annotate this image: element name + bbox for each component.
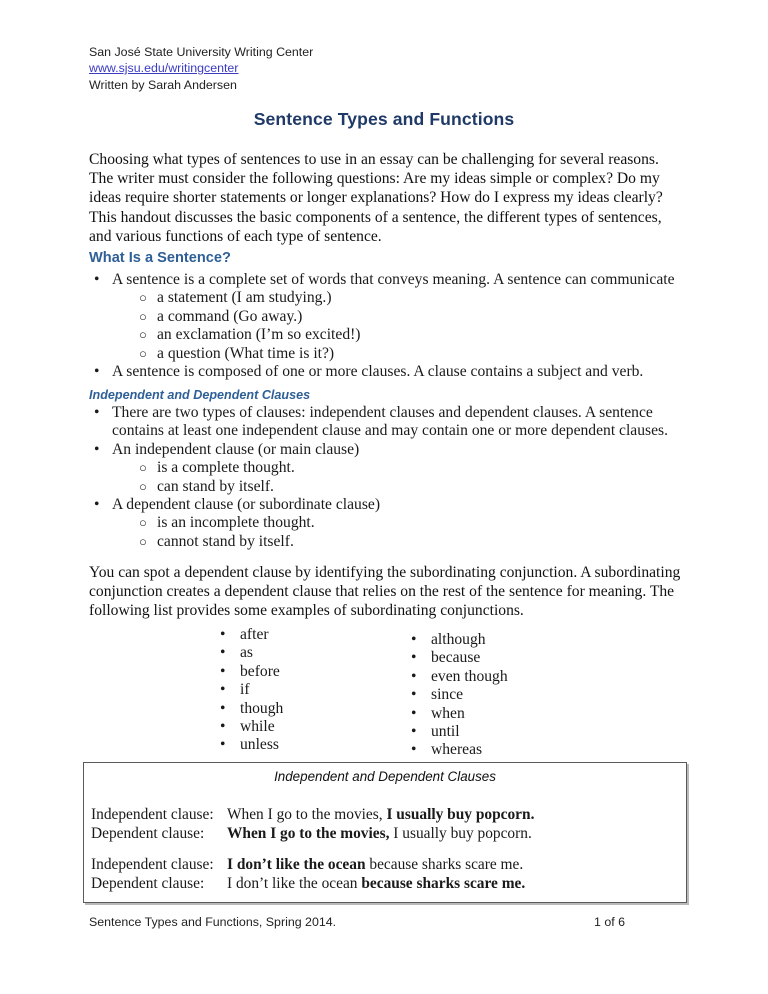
clause-sub-bullet — [89, 478, 681, 496]
bullet-text: There are two types of clauses: independent clauses and dependent clauses. A sentence contains at least one independent clause and may contain one or more dependent clauses. — [112, 404, 668, 440]
bullet-marker-icon: • — [220, 644, 226, 662]
conjunction-word: after — [240, 626, 269, 643]
sub-bullet-text: a question (What time is it?) — [157, 344, 335, 362]
conjunction-item — [405, 649, 605, 667]
bullet-text: A dependent clause (or subordinate clause) — [112, 496, 381, 514]
clause-types-list — [89, 404, 681, 551]
sub-bullet-marker-icon: ○ — [139, 533, 147, 549]
conjunction-item — [405, 686, 605, 704]
example-row-sentence — [227, 806, 534, 823]
example-row — [91, 805, 534, 824]
bullet-marker-icon: • — [220, 681, 226, 699]
sub-bullet-marker-icon: ○ — [139, 515, 147, 531]
bullet-marker-icon: • — [94, 404, 100, 421]
document-header — [89, 44, 313, 93]
conjunction-item — [214, 626, 384, 644]
bullet-marker-icon: • — [411, 686, 417, 704]
conjunction-word: because — [431, 649, 481, 667]
conjunction-word: while — [240, 718, 275, 736]
bullet-marker-icon: • — [220, 626, 226, 643]
conjunction-word: unless — [240, 736, 279, 754]
sentence-bullet — [89, 271, 681, 289]
clause-sub-bullet — [89, 514, 681, 532]
clause-sub-bullet — [89, 533, 681, 551]
sub-bullet-marker-icon: ○ — [139, 345, 147, 361]
section-heading-what-is-a-sentence: What Is a Sentence? — [89, 250, 231, 266]
conjunction-word: before — [240, 662, 280, 680]
document-footer — [89, 915, 681, 929]
conjunction-item — [214, 644, 384, 662]
author-byline: Written by Sarah Andersen — [89, 77, 237, 92]
example-row-label: Dependent clause: — [91, 875, 205, 892]
bullet-text: An independent clause (or main clause) — [112, 440, 360, 458]
conjunction-item — [214, 663, 384, 681]
bullet-marker-icon: • — [411, 723, 417, 741]
example-clause-plain: I don’t like the ocean — [227, 875, 362, 892]
example-clause-plain: When I go to the movies, — [227, 806, 387, 823]
example-clause-highlight: I don’t like the ocean — [227, 856, 366, 873]
bullet-text: A sentence is composed of one or more clauses. A clause contains a subject and verb. — [112, 363, 644, 381]
bullet-marker-icon: • — [411, 741, 417, 759]
sentence-sub-bullet — [89, 289, 681, 307]
clause-bullet — [89, 441, 681, 459]
sub-bullet-marker-icon: ○ — [139, 460, 147, 476]
example-clause-highlight: I usually buy popcorn. — [386, 806, 535, 823]
conjunction-list-left — [214, 626, 384, 755]
clause-sub-bullet — [89, 459, 681, 477]
example-row-label: Independent clause: — [91, 806, 214, 823]
conjunction-word: if — [240, 681, 250, 699]
example-row — [91, 824, 532, 843]
sub-bullet-marker-icon: ○ — [139, 478, 147, 494]
subheading-independent-dependent-clauses: Independent and Dependent Clauses — [89, 388, 311, 402]
sub-bullet-text: is an incomplete thought. — [157, 514, 315, 532]
bullet-text: A sentence is a complete set of words that conveys meaning. A sentence can communicate — [112, 271, 675, 288]
organization-name: San José State University Writing Center — [89, 45, 314, 59]
bullet-marker-icon: • — [220, 736, 226, 754]
bullet-marker-icon: • — [220, 699, 226, 717]
footer-page-number: 1 of 6 — [594, 915, 626, 929]
sub-bullet-marker-icon: ○ — [139, 327, 147, 343]
sub-bullet-text: can stand by itself. — [157, 477, 274, 495]
conjunction-item — [214, 700, 384, 718]
sub-bullet-marker-icon: ○ — [139, 290, 147, 306]
bullet-marker-icon: • — [94, 363, 100, 381]
example-row — [91, 874, 525, 893]
example-box-caption: Independent and Dependent Clauses — [274, 769, 496, 784]
conjunction-list-right — [405, 631, 605, 760]
example-row — [91, 855, 523, 874]
bullet-marker-icon: • — [94, 271, 100, 288]
page-title: Sentence Types and Functions — [253, 109, 515, 129]
example-row-sentence — [227, 875, 525, 892]
bullet-marker-icon: • — [220, 662, 226, 680]
conjunction-word: until — [431, 723, 460, 741]
conjunction-item — [214, 736, 384, 754]
bullet-marker-icon: • — [411, 704, 417, 722]
bullet-marker-icon: • — [94, 496, 100, 514]
sub-bullet-text: an exclamation (I’m so excited!) — [157, 326, 361, 344]
bullet-marker-icon: • — [411, 649, 417, 667]
sub-bullet-text: cannot stand by itself. — [157, 532, 294, 550]
bullet-marker-icon: • — [220, 718, 226, 736]
clause-bullet — [89, 496, 681, 514]
footer-title: Sentence Types and Functions, Spring 2014. — [89, 915, 337, 929]
example-row-sentence — [227, 856, 523, 873]
example-row-label: Independent clause: — [91, 856, 214, 873]
conjunction-word: when — [431, 704, 465, 722]
sub-bullet-marker-icon: ○ — [139, 308, 147, 324]
sentence-sub-bullet — [89, 308, 681, 326]
sentence-bullet — [89, 363, 681, 381]
conjunction-item — [405, 631, 605, 649]
conjunction-word: although — [431, 631, 486, 648]
conjunction-word: since — [431, 686, 464, 704]
conjunction-intro-paragraph: You can spot a dependent clause by identifying the subordinating conjunction. A subordinating conjunction creates a dependent clause that relies on the rest of the sentence for meaning. The following list provides some examples of subordinating conjunctions. — [89, 564, 681, 620]
conjunction-item — [405, 723, 605, 741]
bullet-marker-icon: • — [94, 440, 100, 458]
example-clause-plain: I usually buy popcorn. — [389, 825, 532, 842]
example-row-sentence — [227, 825, 532, 842]
example-clause-highlight: When I go to the movies, — [227, 825, 390, 842]
conjunction-item — [214, 718, 384, 736]
writing-center-link[interactable]: www.sjsu.edu/writingcenter — [89, 61, 239, 76]
sub-bullet-text: a command (Go away.) — [157, 307, 303, 325]
clause-bullet — [89, 404, 681, 441]
sentence-sub-bullet — [89, 345, 681, 363]
sentence-definition-list — [89, 271, 681, 381]
conjunction-item — [405, 705, 605, 723]
sentence-sub-bullet — [89, 326, 681, 344]
intro-paragraph: Choosing what types of sentences to use in an essay can be challenging for several reasons. The writer must consider the following questions: Are my ideas simple or complex? Do my ideas require shorter statements or longer explanations? How do I express my ideas clearly? This handout discusses the basic components of a sentence, the different types of sentences, and various functions of each type of sentence. — [89, 151, 663, 245]
conjunction-item — [214, 681, 384, 699]
conjunction-item — [405, 741, 605, 759]
example-row-label: Dependent clause: — [91, 825, 205, 842]
conjunction-word: as — [240, 644, 253, 662]
conjunction-word: even though — [431, 667, 508, 685]
conjunction-item — [405, 668, 605, 686]
conjunction-word: though — [240, 699, 284, 717]
example-clause-plain: because sharks scare me. — [365, 856, 524, 873]
example-clause-highlight: because sharks scare me. — [361, 875, 526, 892]
sub-bullet-text: a statement (I am studying.) — [157, 289, 332, 307]
bullet-marker-icon: • — [411, 667, 417, 685]
bullet-marker-icon: • — [411, 631, 417, 648]
sub-bullet-text: is a complete thought. — [157, 459, 295, 477]
example-box — [83, 762, 687, 903]
conjunction-word: whereas — [431, 741, 483, 759]
